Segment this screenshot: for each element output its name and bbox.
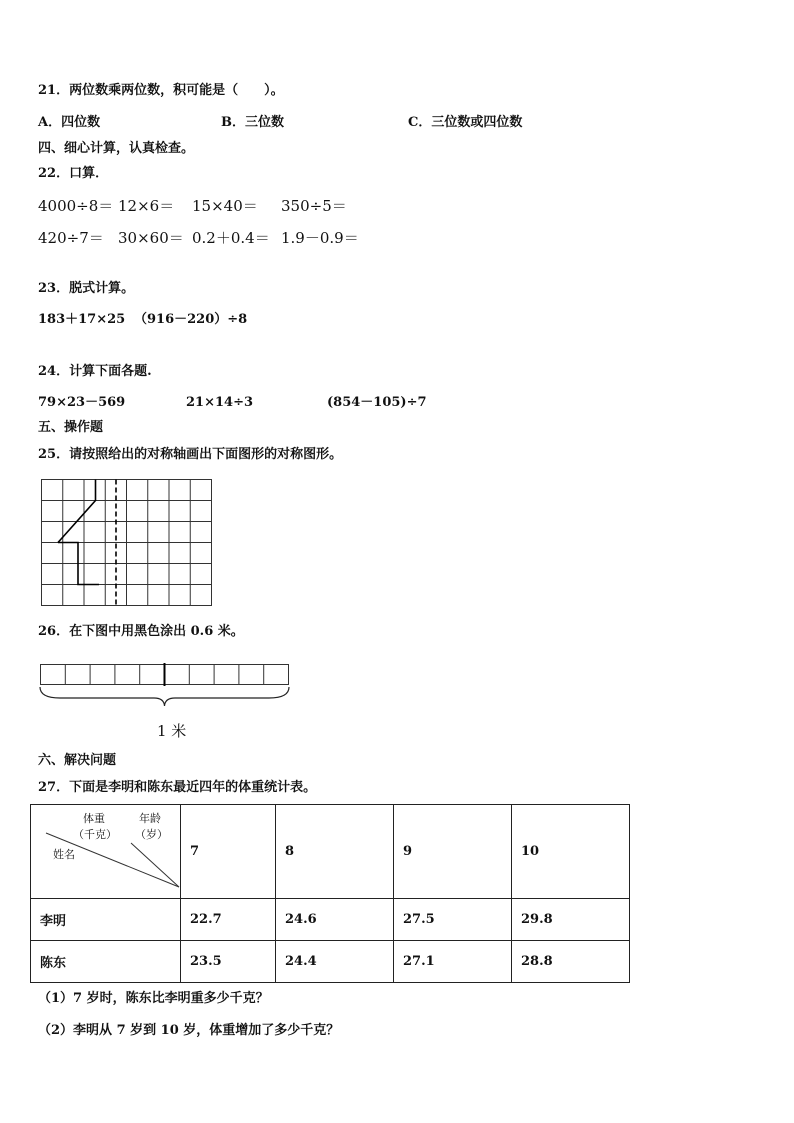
table-row (31, 899, 630, 941)
weight-value: 28.8 (512, 941, 630, 983)
q22-expr: 15×40＝ (192, 197, 258, 215)
diagonal-header-cell (31, 805, 181, 899)
header-name: 姓名 (53, 848, 75, 861)
q24-expr: (854－105)÷7 (327, 395, 427, 410)
q21-option-a: A．四位数 (38, 115, 101, 130)
header-age: 年龄 (139, 812, 161, 825)
age-header: 8 (276, 805, 394, 899)
age-header: 9 (394, 805, 512, 899)
q25-title: 25．请按照给出的对称轴画出下面图形的对称图形。 (38, 447, 343, 462)
ruler-label: 1 米 (157, 722, 187, 740)
age-header: 7 (181, 805, 276, 899)
q22-expr: 1.9－0.9＝ (281, 229, 359, 247)
q23-title: 23．脱式计算。 (38, 281, 135, 296)
header-weight: 体重 (83, 812, 105, 825)
q26-title: 26．在下图中用黑色涂出 0.6 米。 (38, 624, 244, 639)
q21-option-b: B．三位数 (221, 115, 284, 130)
meter-ruler (36, 660, 294, 710)
q23-expr: （916－220）÷8 (134, 312, 248, 327)
q22-expr: 4000÷8＝ (38, 197, 114, 215)
q21-option-c: C．三位数或四位数 (408, 115, 523, 130)
q24-expr: 79×23－569 (38, 395, 126, 410)
q22-expr: 0.2＋0.4＝ (192, 229, 270, 247)
q22-expr: 30×60＝ (118, 229, 184, 247)
q22-title: 22．口算． (38, 166, 109, 181)
brace (40, 687, 289, 706)
weight-value: 29.8 (512, 899, 630, 941)
q22-expr: 350÷5＝ (281, 197, 347, 215)
weight-value: 23.5 (181, 941, 276, 983)
q24-expr: 21×14÷3 (186, 395, 254, 410)
given-shape (58, 480, 96, 543)
weight-value: 27.1 (394, 941, 512, 983)
weight-value: 27.5 (394, 899, 512, 941)
weight-value: 24.4 (276, 941, 394, 983)
row-name: 陈东 (31, 941, 181, 983)
q27-title: 27．下面是李明和陈东最近四年的体重统计表。 (38, 780, 317, 795)
q21-question: 21．两位数乘两位数，积可能是（ ）。 (38, 83, 284, 98)
weight-table (30, 804, 630, 983)
q27-sub2: （2）李明从 7 岁到 10 岁，体重增加了多少千克？ (38, 1023, 340, 1038)
q24-title: 24．计算下面各题. (38, 364, 152, 379)
section-5-heading: 五、操作题 (38, 420, 104, 435)
q22-expr: 12×6＝ (118, 197, 175, 215)
q23-expr: 183＋17×25 (38, 312, 126, 327)
section-6-heading: 六、解决问题 (38, 753, 117, 768)
header-age-unit: （岁） (135, 828, 168, 841)
weight-value: 24.6 (276, 899, 394, 941)
row-name: 李明 (31, 899, 181, 941)
q27-sub1: （1）7 岁时，陈东比李明重多少千克？ (38, 991, 269, 1006)
q22-expr: 420÷7＝ (38, 229, 104, 247)
section-4-heading: 四、细心计算，认真检查。 (38, 141, 195, 156)
header-weight-unit: （千克） (73, 828, 117, 841)
symmetry-grid (40, 478, 214, 610)
age-header: 10 (512, 805, 630, 899)
table-row (31, 941, 630, 983)
weight-value: 22.7 (181, 899, 276, 941)
